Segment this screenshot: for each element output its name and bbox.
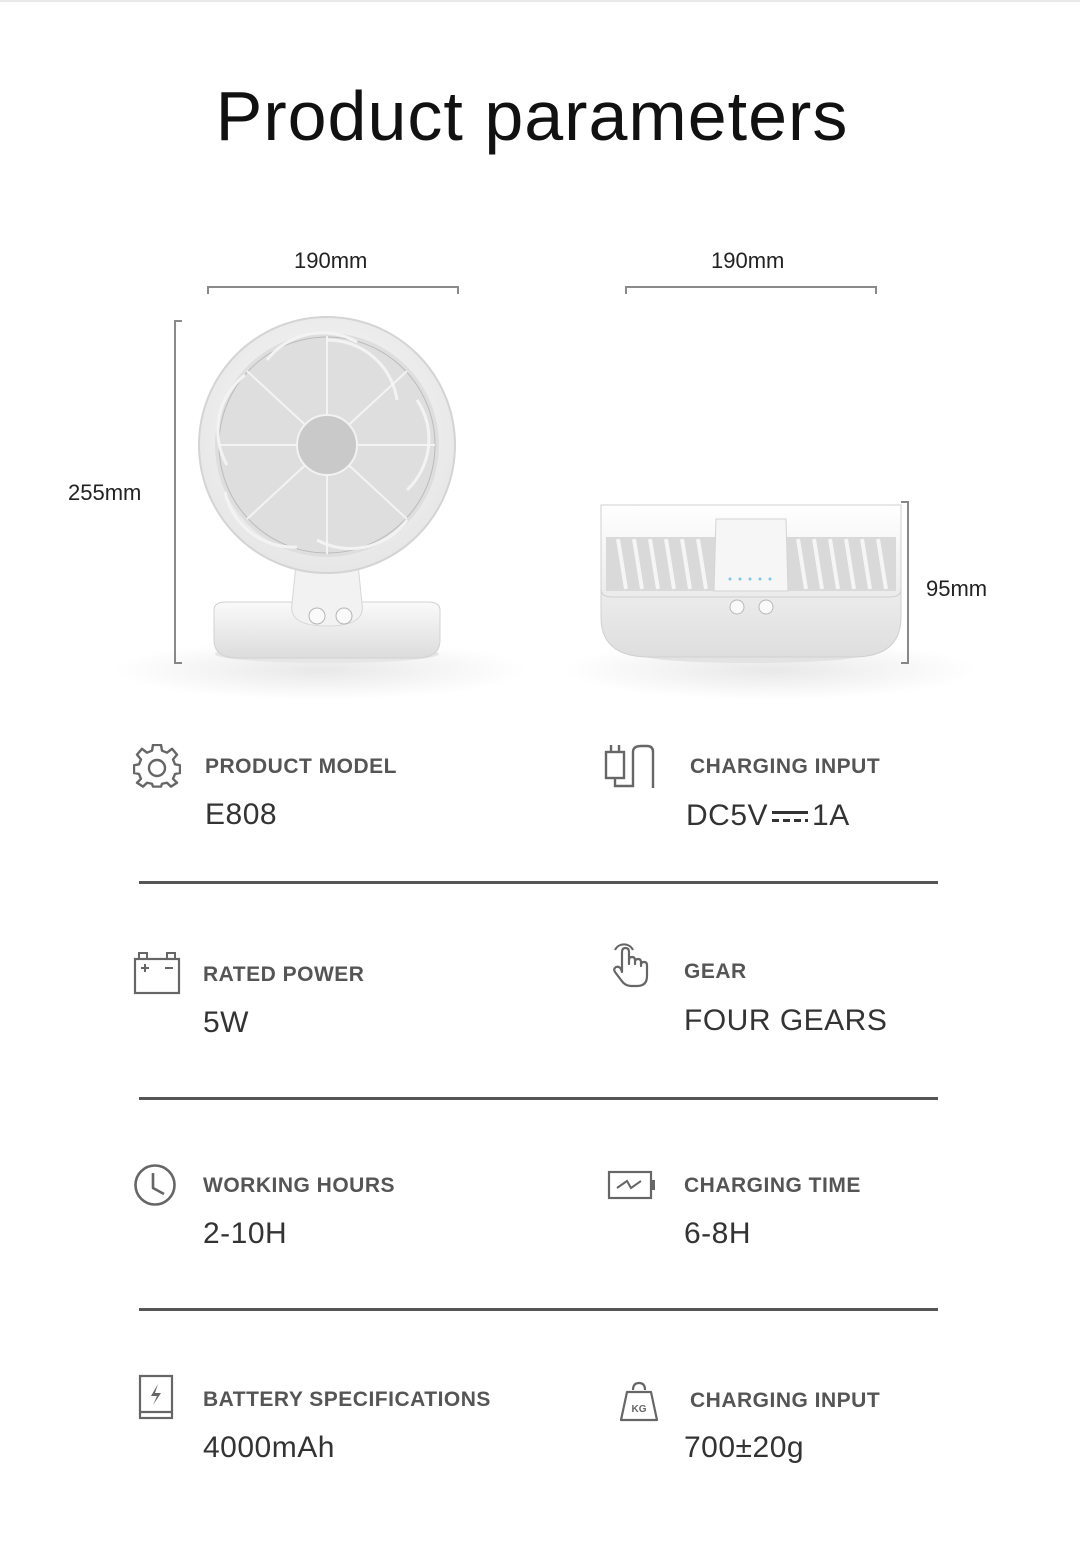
voltage-value: DC5V	[686, 799, 769, 832]
divider	[139, 1097, 938, 1100]
battery-icon	[133, 951, 181, 995]
folded-width-bracket	[625, 286, 877, 294]
page-title: Product parameters	[215, 77, 849, 155]
gear-icon	[133, 744, 181, 790]
current-value: 1A	[812, 799, 850, 832]
front-height-bracket	[174, 320, 182, 664]
spec-value	[686, 799, 850, 833]
battery-cell-icon	[138, 1374, 176, 1422]
weight-kg-icon	[619, 1380, 659, 1422]
front-height-label: 255mm	[68, 480, 142, 505]
spec-label: CHARGING INPUT	[690, 1389, 881, 1412]
charging-battery-icon	[607, 1170, 657, 1200]
spec-value: 5W	[203, 1006, 249, 1039]
spec-label: WORKING HOURS	[203, 1174, 395, 1197]
divider	[139, 1308, 938, 1311]
fan-folded-view-image	[598, 497, 904, 665]
spec-value: E808	[205, 798, 278, 831]
dc-symbol-icon	[772, 810, 808, 824]
top-rule	[0, 0, 1080, 2]
spec-value: 4000mAh	[203, 1431, 335, 1464]
weight-icon-text: KG	[631, 1404, 647, 1415]
clock-icon	[133, 1163, 177, 1207]
spec-label: PRODUCT MODEL	[205, 755, 397, 778]
spec-label: CHARGING TIME	[684, 1174, 861, 1197]
spec-value: FOUR GEARS	[684, 1004, 888, 1037]
spec-label: RATED POWER	[203, 963, 365, 986]
divider	[139, 881, 938, 884]
spec-label: CHARGING INPUT	[690, 755, 881, 778]
hand-pointer-icon	[611, 942, 653, 988]
front-width-bracket	[207, 286, 459, 294]
charger-plug-icon	[603, 742, 657, 790]
spec-label: BATTERY SPECIFICATIONS	[203, 1388, 491, 1411]
spec-label: GEAR	[684, 960, 747, 983]
folded-height-label: 95mm	[926, 576, 988, 601]
spec-value: 700±20g	[684, 1431, 805, 1464]
fan-front-view-image	[196, 314, 458, 666]
spec-value: 6-8H	[684, 1217, 752, 1250]
front-width-label: 190mm	[294, 248, 368, 273]
folded-width-label: 190mm	[711, 248, 785, 273]
spec-value: 2-10H	[203, 1217, 288, 1250]
